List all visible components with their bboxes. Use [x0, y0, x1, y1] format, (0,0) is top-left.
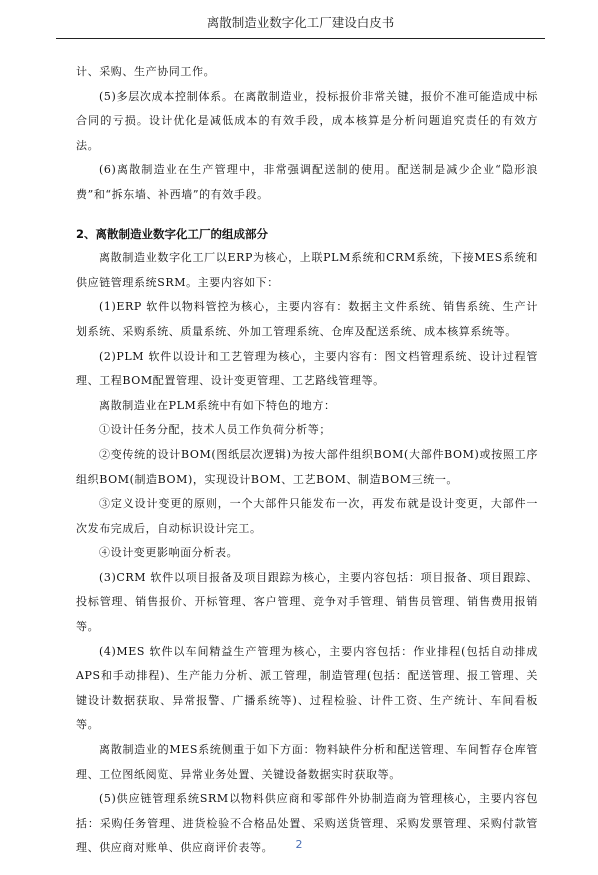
paragraph-crm: (3)CRM 软件以项目报备及项目跟踪为核心，主要内容包括：项目报备、项目跟踪、投标管理、销售报价、开标管理、客户管理、竞争对手管理、销售员管理、销售费用报销等。 [76, 570, 538, 634]
paragraph-intro: 离散制造业数字化工厂以ERP为核心，上联PLM系统和CRM系统，下接MES系统和供应链管理系统SRM。主要内容如下： [76, 251, 538, 289]
header-title: 离散制造业数字化工厂建设白皮书 [206, 15, 395, 30]
paragraph-mes-focus: 离散制造业的MES系统侧重于如下方面：物料缺件分析和配送管理、车间暂存仓库管理、工位图纸阅览、异常业务处置、关键设备数据实时获取等。 [76, 743, 538, 781]
paragraph-continued: 计、采购、生产协同工作。 [76, 65, 216, 78]
list-item-feature-2: ②变传统的设计BOM(图纸层次逻辑)为按大部件组织BOM(大部件BOM)或按照工序组织BOM(制造BOM)，实现设计BOM、工艺BOM、制造BOM三统一。 [76, 447, 538, 486]
section-heading: 2、离散制造业数字化工厂的组成部分 [76, 226, 268, 241]
paragraph-erp: (1)ERP 软件以物料管控为核心，主要内容有：数据主文件系统、销售系统、生产计划系统、采购系统、质量系统、外加工管理系统、仓库及配送系统、成本核算系统等。 [76, 300, 538, 338]
list-item-feature-3: ③定义设计变更的原则，一个大部件只能发布一次，再发布就是设计变更，大部件一次发布完成后，自动标识设计完工。 [76, 497, 538, 535]
document-body [76, 60, 538, 861]
paragraph-srm: (5)供应链管理系统SRM以物料供应商和零部件外协制造商为管理核心，主要内容包括：采购任务管理、进货检验不合格品处置、采购送货管理、采购发票管理、采购付款管理、供应商对账单、供应商评价表等。 [76, 792, 538, 855]
list-item-feature-1: ①设计任务分配，技术人员工作负荷分析等； [99, 423, 331, 437]
paragraph-cost-control: (5)多层次成本控制体系。在离散制造业，投标报价非常关键，报价不准可能造成中标合同的亏损。设计优化是减低成本的有效手段，成本核算是分析问题追究责任的有效方法。 [76, 89, 538, 152]
paragraph-delivery: (6)离散制造业在生产管理中，非常强调配送制的使用。配送制是减少企业“隐形浪费”和“拆东墙、补西墙”的有效手段。 [76, 163, 538, 201]
page-header [56, 12, 545, 39]
list-item-feature-4: ④设计变更影响面分析表。 [99, 546, 239, 560]
paragraph-mes: (4)MES 软件以车间精益生产管理为核心，主要内容包括：作业排程(包括自动排成APS和手动排程)、生产能力分析、派工管理，制造管理(包括：配送管理、报工管理、关键设计数据获取、异常报警、广播系统等)、过程检验、计件工资、生产统计、车间看板等。 [76, 644, 538, 732]
paragraph-plm: (2)PLM 软件以设计和工艺管理为核心，主要内容有：图文档管理系统、设计过程管理、工程BOM配置管理、设计变更管理、工艺路线管理等。 [76, 349, 538, 388]
page-number: 2 [295, 838, 303, 851]
paragraph-plm-features: 离散制造业在PLM系统中有如下特色的地方： [99, 398, 336, 412]
section-gap [76, 208, 538, 222]
